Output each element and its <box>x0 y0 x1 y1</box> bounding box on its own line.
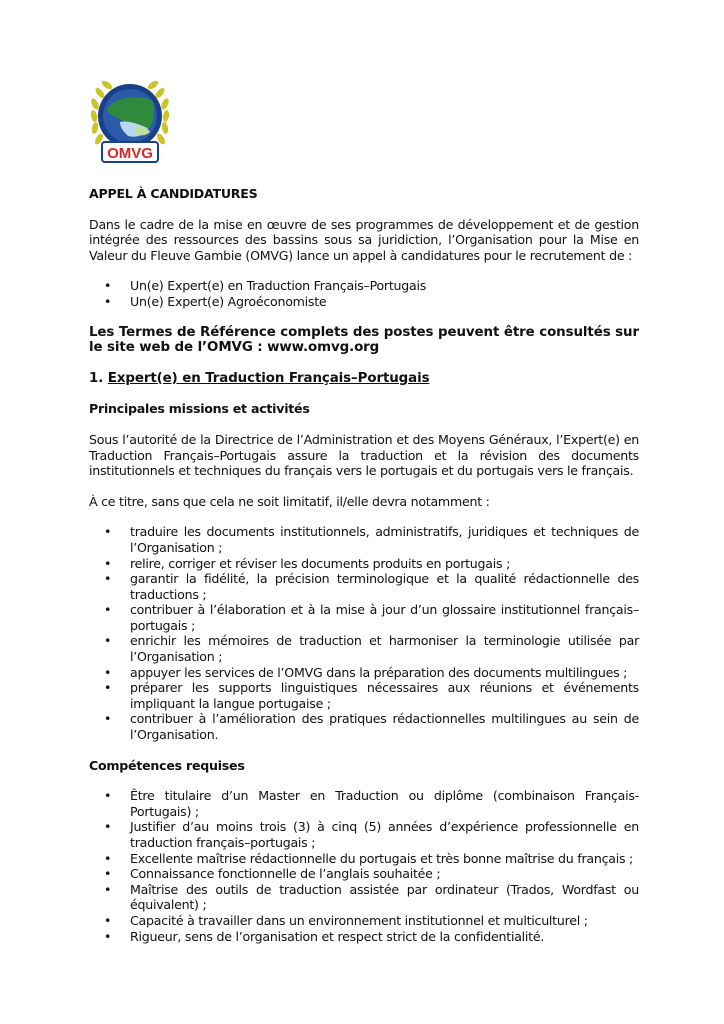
list-item: • préparer les supports linguistiques nécessaires aux réunions et événements impliquant la langue portugaise ; <box>89 680 639 711</box>
skills-list <box>89 788 639 944</box>
list-item: • Maîtrise des outils de traduction assistée par ordinateur (Trados, Wordfast ou équivalent) ; <box>89 882 639 913</box>
list-item: • Un(e) Expert(e) Agroéconomiste <box>89 294 639 310</box>
missions-lead: À ce titre, sans que cela ne soit limitatif, il/elle devra notamment : <box>89 493 490 509</box>
omvg-logo-icon <box>86 76 174 168</box>
section-1-heading <box>89 371 639 387</box>
intro-paragraph: Dans le cadre de la mise en œuvre de ses programmes de développement et de gestion intégrée des ressources des bassins sous sa juridiction, l’Organisation pour la Mise en Valeur du Fleuve Gambie (OMVG) lance un appel à candidatures pour le recrutement de : <box>89 216 639 263</box>
list-item: • Un(e) Expert(e) en Traduction Français–Portugais <box>89 278 639 294</box>
list-item: • traduire les documents institutionnels, administratifs, juridiques et techniques de l’Organisation ; <box>89 524 639 555</box>
document-title: APPEL À CANDIDATURES <box>89 186 258 201</box>
missions-list <box>89 524 639 742</box>
list-item: • Connaissance fonctionnelle de l’anglais souhaitée ; <box>89 866 639 882</box>
list-item: • Être titulaire d’un Master en Traduction ou diplôme (combinaison Français-Portugais) ; <box>89 788 639 819</box>
list-item: • enrichir les mémoires de traduction et harmoniser la terminologie utilisée par l’Organisation ; <box>89 633 639 664</box>
document-body <box>89 186 639 944</box>
section-number: 1. <box>89 370 104 386</box>
missions-heading: Principales missions et activités <box>89 401 310 417</box>
missions-intro: Sous l’autorité de la Directrice de l’Administration et des Moyens Généraux, l’Expert(e) en Traduction Français–Portugais assure la traduction et la révision des documents institutionnels et techniques du français vers le portugais et du portugais vers le français. <box>89 431 639 479</box>
list-item: • contribuer à l’amélioration des pratiques rédactionnelles multilingues au sein de l’Organisation. <box>89 711 639 742</box>
list-item: • Justifier d’au moins trois (3) à cinq (5) années d’expérience professionnelle en traduction français–portugais ; <box>89 819 639 850</box>
list-item: • Capacité à travailler dans un environnement institutionnel et multiculturel ; <box>89 913 639 929</box>
list-item: • appuyer les services de l’OMVG dans la préparation des documents multilingues ; <box>89 665 639 681</box>
positions-list <box>89 278 639 309</box>
list-item: • contribuer à l’élaboration et à la mise à jour d’un glossaire institutionnel français–portugais ; <box>89 602 639 633</box>
list-item: • relire, corriger et réviser les documents produits en portugais ; <box>89 556 639 572</box>
list-item: • Excellente maîtrise rédactionnelle du portugais et très bonne maîtrise du français ; <box>89 851 639 867</box>
list-item: • garantir la fidélité, la précision terminologique et la qualité rédactionnelle des traductions ; <box>89 571 639 602</box>
svg-text:OMVG: OMVG <box>107 145 153 162</box>
skills-heading: Compétences requises <box>89 757 245 773</box>
list-item: • Rigueur, sens de l’organisation et respect strict de la confidentialité. <box>89 929 639 945</box>
section-title: Expert(e) en Traduction Français–Portugais <box>107 370 430 386</box>
tor-notice: Les Termes de Référence complets des postes peuvent être consultés sur le site web de l’OMVG : www.omvg.org <box>89 324 639 356</box>
